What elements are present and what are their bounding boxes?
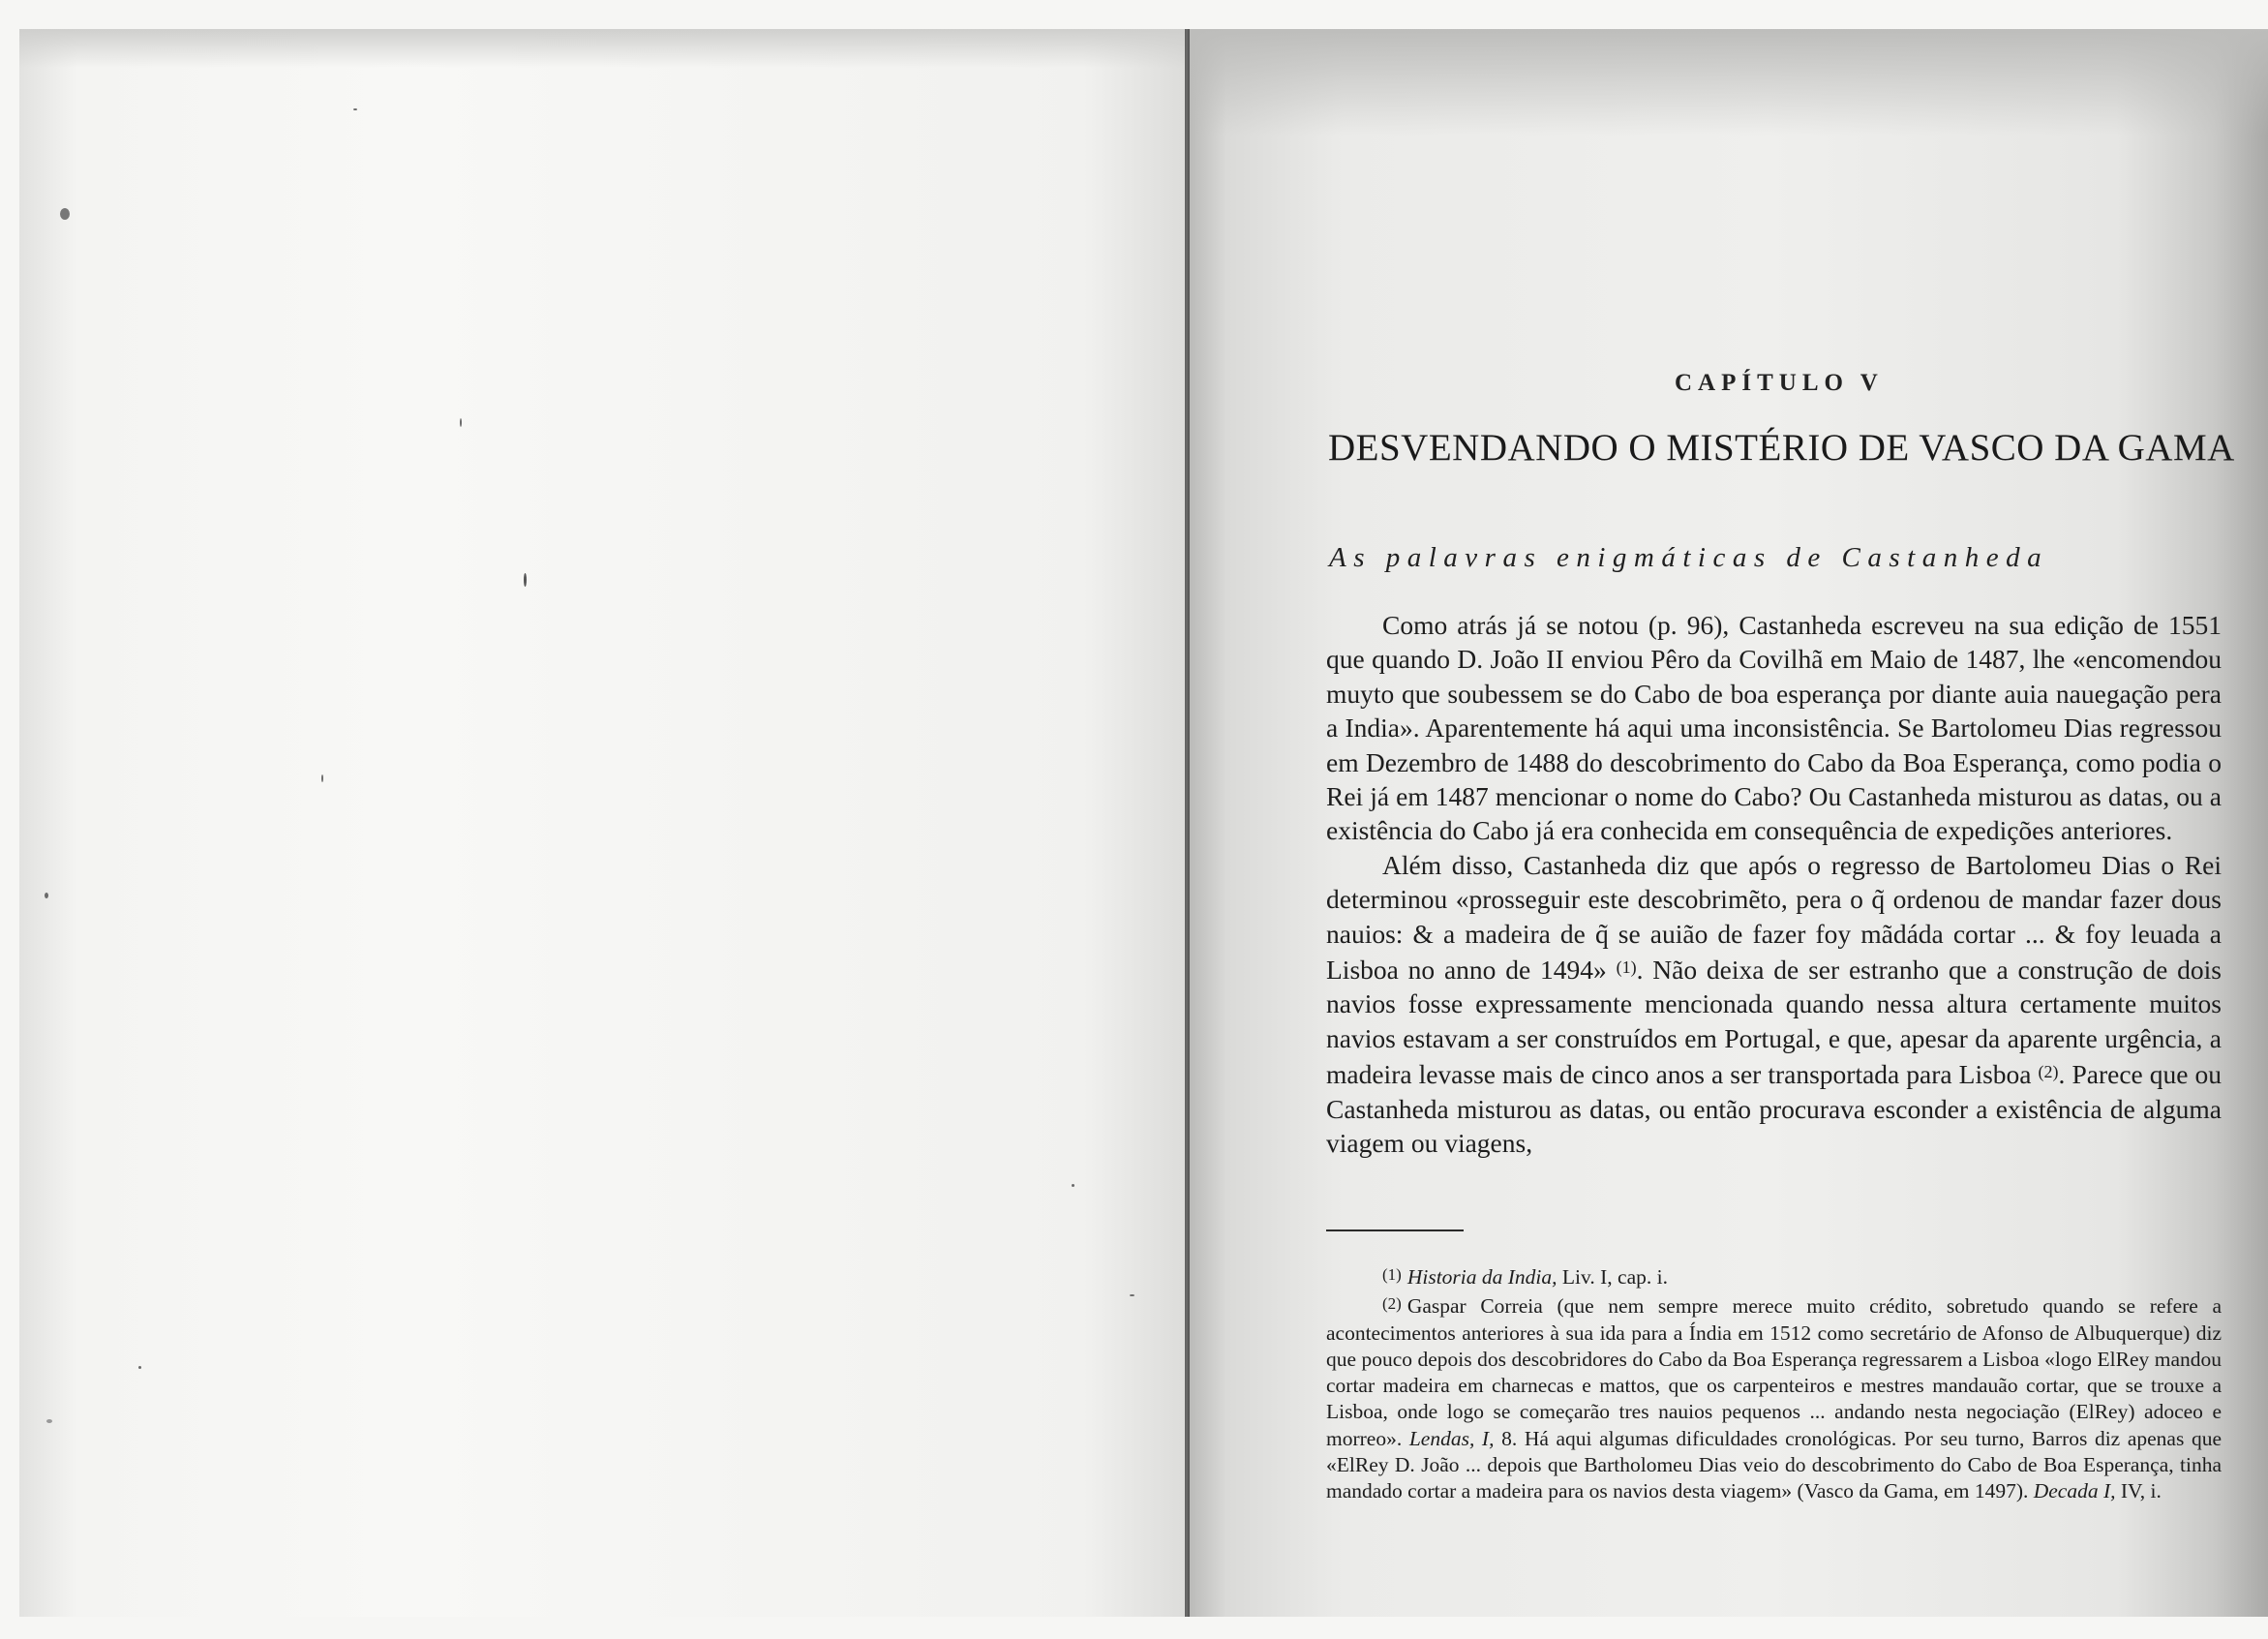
footnote-ref-2: (2) xyxy=(2038,1062,2059,1082)
paragraph-2-part-c: . Parece que ou Castanheda misturou as datas, ou então procurava esconder a existência de alguma viagem ou viagens, xyxy=(1326,1059,2222,1159)
footnote-2-source-1: Lendas, I, xyxy=(1408,1426,1495,1450)
footnote-1-source: Historia da India, xyxy=(1406,1265,1557,1289)
footnote-1-mark: (1) xyxy=(1382,1265,1402,1284)
section-title: As palavras enigmáticas de Castanheda xyxy=(1329,542,2049,573)
scan-speck xyxy=(1130,1294,1134,1296)
footnote-ref-1: (1) xyxy=(1616,957,1637,978)
footnote-2 xyxy=(1326,1290,2222,1504)
footnote-divider xyxy=(1326,1229,1464,1231)
chapter-label: CAPÍTULO V xyxy=(1675,370,1884,396)
footnote-1 xyxy=(1326,1261,2222,1290)
footnote-2-text-b: 8. Há aqui algumas dificuldades cronológicas. Por seu turno, Barros diz apenas que «ElRey D. João ... depois que Bartholomeu Dias veio do descobrimento do Cabo de Boa Esperança, tinha mandado cortar a madeira para os navios desta viagem» (Vasco da Gama, em 1497). xyxy=(1326,1426,2222,1503)
footnote-2-text-a: Gaspar Correia (que nem sempre merece muito crédito, sobretudo quando se refere a acontecimentos anteriores à sua ida para a Índia em 1512 como secretário de Afonso de Albuquerque) diz que pouco depois dos descobridores do Cabo da Boa Esperança regressarem a Lisboa «logo ElRey mandou cortar madeira em charnecas e mattos, que os carpenteiros e mestres mandauão cortar, que se trouxe a Lisboa, onde logo se começarão tres nauios pequenos ... andando nesta negociação (ElRey) adoceo e morreo». xyxy=(1326,1294,2222,1450)
footnote-1-detail: Liv. I, cap. i. xyxy=(1557,1265,1668,1289)
footnote-2-mark: (2) xyxy=(1382,1294,1402,1314)
paragraph-2 xyxy=(1326,848,2222,1161)
footnote-2-source-2: Decada I, xyxy=(2033,1479,2116,1503)
paragraph-2-part-b: . Não deixa de ser estranho que a construção de dois navios fosse expressamente mencionada quando nessa altura certamente muitos navios estavam a ser construídos em Portugal, e que, apesar da aparente urgência, a madeira levasse mais de cinco anos a ser transportada para Lisboa xyxy=(1326,955,2223,1090)
scan-speck xyxy=(321,774,323,782)
chapter-title: DESVENDANDO O MISTÉRIO DE VASCO DA GAMA xyxy=(1328,427,2235,469)
scan-speck xyxy=(353,108,357,110)
scan-speck xyxy=(524,573,527,587)
scan-speck xyxy=(460,418,462,427)
page-gutter xyxy=(1185,29,1190,1617)
footnotes xyxy=(1326,1261,2222,1505)
paragraph-2-part-a: Além disso, Castanheda diz que após o regresso de Bartolomeu Dias o Rei determinou «prosseguir este descobrimẽto, pera o q̃ ordenou de mandar fazer dous nauios: & a madeira de q̃ se auião de fazer foy mãdáda cortar ... & foy leuada a Lisboa no anno de 1494» xyxy=(1326,849,2222,986)
scan-speck xyxy=(1072,1184,1074,1187)
paragraph-1: Como atrás já se notou (p. 96), Castanheda escreveu na sua edição de 1551 que quando D. João II enviou Pêro da Covilhã em Maio de 1487, lhe «encomendou muyto que soubessem se do Cabo de boa esperança por diante auia nauegação pera a India». Aparentemente há aqui uma inconsistência. Se Bartolomeu Dias regressou em Dezembro de 1488 do descobrimento do Cabo da Boa Esperança, como podia o Rei já em 1487 mencionar o nome do Cabo? Ou Castanheda misturou as datas, ou a existência do Cabo já era conhecida em consequência de expedições anteriores. xyxy=(1326,610,2222,846)
body-text xyxy=(1326,608,2222,1161)
scan-speck xyxy=(46,1419,52,1423)
scan-speck xyxy=(45,893,48,898)
left-page-blank xyxy=(19,29,1186,1617)
scan-speck xyxy=(138,1366,141,1369)
scan-speck xyxy=(60,208,70,220)
footnote-2-text-c: IV, i. xyxy=(2115,1479,2162,1503)
